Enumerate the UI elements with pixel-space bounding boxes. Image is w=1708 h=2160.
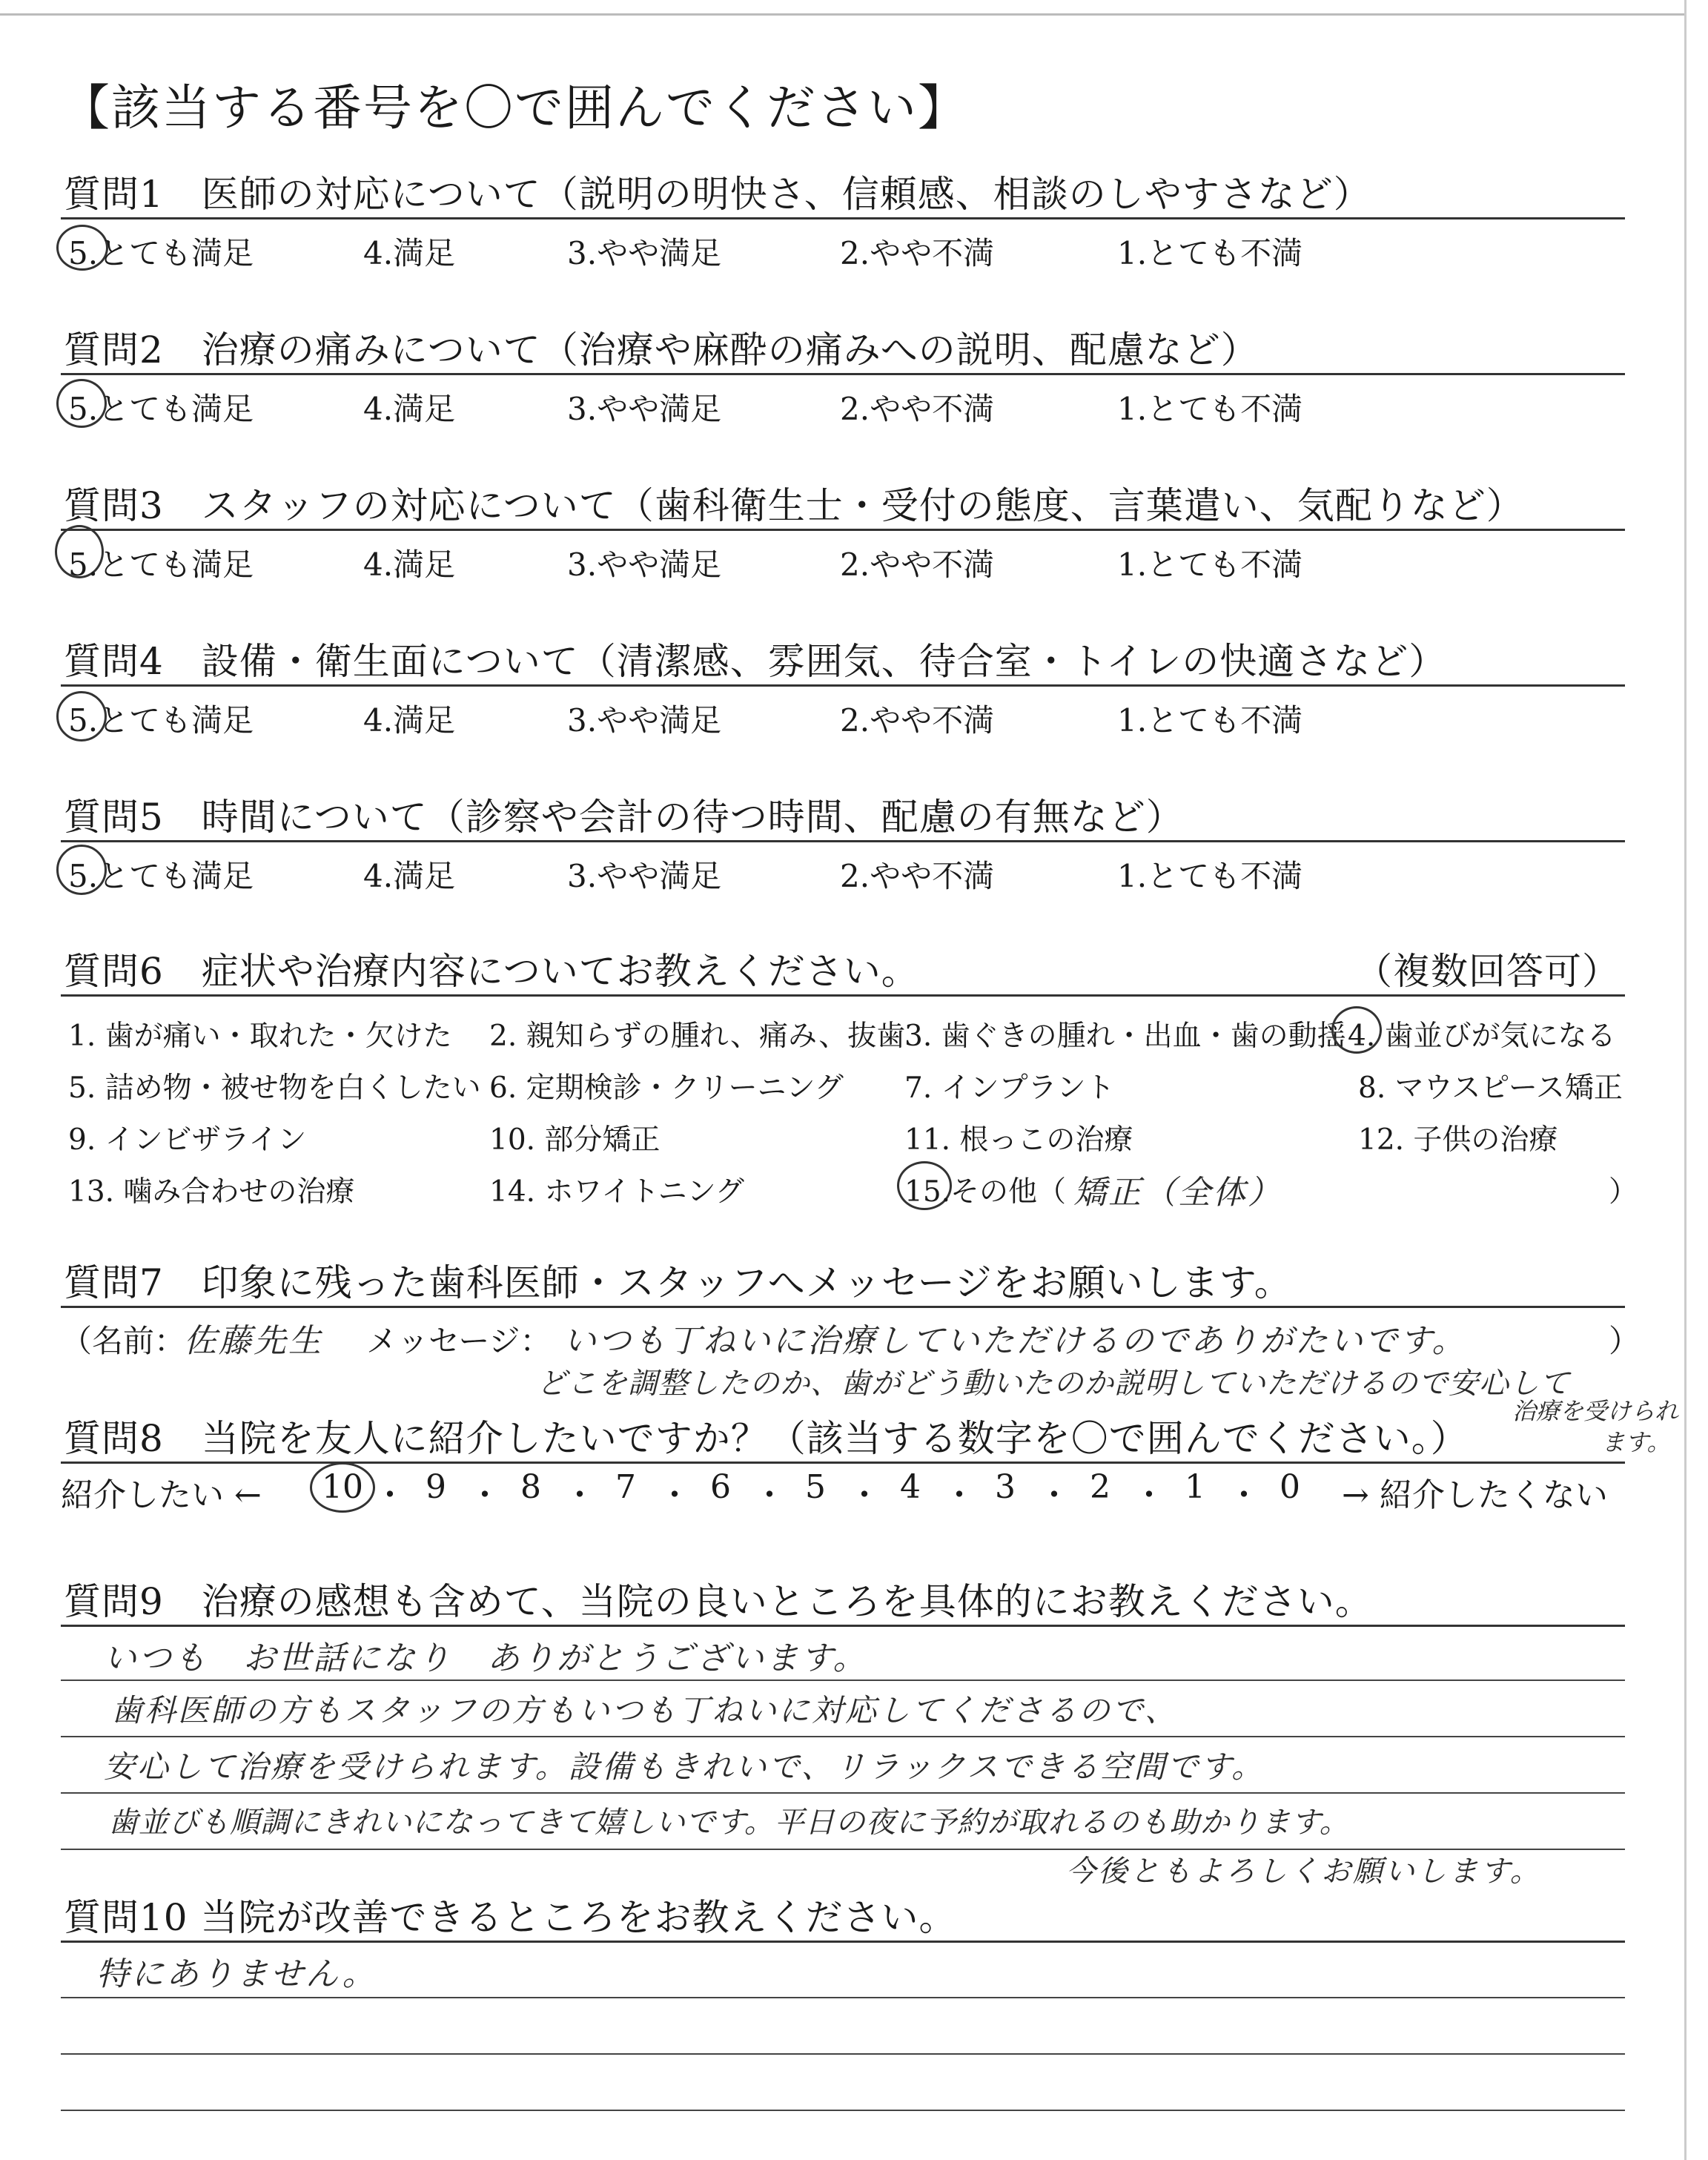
q3-option-4[interactable]: 4.満足 bbox=[363, 546, 456, 583]
q8-scale-separator: ・ bbox=[374, 1476, 406, 1514]
q5-option-4[interactable]: 4.満足 bbox=[363, 858, 456, 894]
q10-line-rule-2 bbox=[61, 2053, 1625, 2055]
q2-title: 質問2 治療の痛みについて（治療や麻酔の痛みへの説明、配慮など） bbox=[64, 328, 1259, 371]
q5-option-3[interactable]: 3.やや満足 bbox=[567, 858, 722, 894]
q5-option-2[interactable]: 2.やや不満 bbox=[840, 858, 995, 894]
q8-right-label: → 紹介したくない bbox=[1342, 1476, 1608, 1514]
q8-scale-separator: ・ bbox=[469, 1476, 501, 1514]
q6-title: 質問6 症状や治療内容についてお教えください。 bbox=[64, 950, 919, 993]
q1-option-4[interactable]: 4.満足 bbox=[363, 235, 456, 271]
q4-option-3[interactable]: 3.やや満足 bbox=[567, 702, 722, 739]
q8-rule bbox=[61, 1462, 1625, 1464]
q9-line-rule-3 bbox=[61, 1792, 1625, 1794]
q1-rule bbox=[61, 217, 1625, 219]
q6-option-10[interactable]: 10. 部分矯正 bbox=[489, 1123, 661, 1157]
q8-scale-value-7[interactable]: 7 bbox=[615, 1468, 636, 1506]
q6-option-2[interactable]: 2. 親知らずの腫れ、痛み、抜歯 bbox=[489, 1020, 906, 1053]
q7-name-value[interactable]: 佐藤先生 bbox=[184, 1322, 323, 1360]
q3-option-5[interactable]: 5.とても満足 bbox=[68, 546, 254, 583]
q9-line-4[interactable]: 歯並びも順調にきれいになってきて嬉しいです。平日の夜に予約が取れるのも助かります。 bbox=[108, 1806, 1350, 1840]
q6-option-12[interactable]: 12. 子供の治療 bbox=[1358, 1123, 1558, 1157]
q6-option-8[interactable]: 8. マウスピース矯正 bbox=[1358, 1071, 1623, 1105]
q7-message-line3b[interactable]: ます。 bbox=[1601, 1428, 1671, 1456]
q6-option-6[interactable]: 6. 定期検診・クリーニング bbox=[489, 1071, 844, 1105]
q1-option-5[interactable]: 5.とても満足 bbox=[68, 235, 254, 271]
q8-scale-value-4[interactable]: 4 bbox=[900, 1468, 921, 1506]
q7-message-line2[interactable]: どこを調整したのか、歯がどう動いたのか説明していただけるので安心して bbox=[537, 1367, 1570, 1401]
q4-option-1[interactable]: 1.とても不満 bbox=[1117, 702, 1303, 739]
q5-title: 質問5 時間について（診察や会計の待つ時間、配慮の有無など） bbox=[64, 796, 1184, 839]
q8-scale-value-1[interactable]: 1 bbox=[1185, 1468, 1205, 1506]
q8-scale-separator: ・ bbox=[1228, 1476, 1260, 1514]
q4-option-5[interactable]: 5.とても満足 bbox=[68, 702, 254, 739]
q1-option-3[interactable]: 3.やや満足 bbox=[567, 235, 722, 271]
q4-title: 質問4 設備・衛生面について（清潔感、雰囲気、待合室・トイレの快適さなど） bbox=[64, 640, 1447, 683]
q9-line-5[interactable]: 今後ともよろしくお願いします。 bbox=[1066, 1855, 1542, 1889]
q6-option-3[interactable]: 3. 歯ぐきの腫れ・出血・歯の動揺 bbox=[904, 1020, 1346, 1053]
q6-option-13[interactable]: 13. 噛み合わせの治療 bbox=[68, 1175, 355, 1209]
q9-line-1[interactable]: いつも お世話になり ありがとうございます。 bbox=[104, 1639, 868, 1677]
q8-scale-value-2[interactable]: 2 bbox=[1090, 1468, 1110, 1506]
q6-rule bbox=[61, 994, 1625, 997]
q9-rule bbox=[61, 1625, 1625, 1627]
q8-scale-separator: ・ bbox=[563, 1476, 596, 1514]
q9-line-rule-1 bbox=[61, 1680, 1625, 1681]
q2-option-3[interactable]: 3.やや満足 bbox=[567, 391, 722, 427]
q3-rule bbox=[61, 529, 1625, 531]
q6-option-9[interactable]: 9. インビザライン bbox=[68, 1123, 307, 1157]
q10-rule bbox=[61, 1941, 1625, 1943]
q8-scale-separator: ・ bbox=[753, 1476, 786, 1514]
q7-title: 質問7 印象に残った歯科医師・スタッフへメッセージをお願いします。 bbox=[64, 1261, 1292, 1304]
q8-scale-value-8[interactable]: 8 bbox=[520, 1468, 541, 1506]
q2-rule bbox=[61, 373, 1625, 375]
scan-edge-right bbox=[1684, 0, 1687, 2160]
q7-message-line3a[interactable]: 治療を受けられ bbox=[1512, 1397, 1679, 1425]
q4-rule bbox=[61, 684, 1625, 687]
q8-scale-value-5[interactable]: 5 bbox=[805, 1468, 826, 1506]
q9-line-3[interactable]: 安心して治療を受けられます。設備もきれいで、リラックスできる空間です。 bbox=[104, 1748, 1265, 1785]
q2-option-1[interactable]: 1.とても不満 bbox=[1117, 391, 1303, 427]
q6-option-4[interactable]: 4. 歯並びが気になる bbox=[1348, 1020, 1616, 1053]
q1-option-2[interactable]: 2.やや不満 bbox=[840, 235, 995, 271]
q8-selected-circle[interactable] bbox=[310, 1462, 375, 1513]
q3-option-3[interactable]: 3.やや満足 bbox=[567, 546, 722, 583]
q7-close-paren: ） bbox=[1609, 1323, 1641, 1359]
q1-option-1[interactable]: 1.とても不満 bbox=[1117, 235, 1303, 271]
q8-scale-separator: ・ bbox=[943, 1476, 976, 1514]
q9-line-2[interactable]: 歯科医師の方もスタッフの方もいつも丁ねいに対応してくださるので、 bbox=[111, 1692, 1179, 1728]
q6-option-15[interactable]: 15.その他（ bbox=[904, 1175, 1067, 1209]
q6-note: （複数回答可） bbox=[1355, 950, 1620, 993]
q6-option-11[interactable]: 11. 根っこの治療 bbox=[904, 1123, 1133, 1157]
q3-option-2[interactable]: 2.やや不満 bbox=[840, 546, 995, 583]
q6-option-7[interactable]: 7. インプラント bbox=[904, 1071, 1115, 1105]
q6-other-close: ） bbox=[1609, 1175, 1638, 1209]
q8-left-label: 紹介したい ← bbox=[61, 1476, 262, 1514]
scan-edge-top bbox=[0, 13, 1687, 16]
q2-option-5[interactable]: 5.とても満足 bbox=[68, 391, 254, 427]
q6-option-5[interactable]: 5. 詰め物・被せ物を白くしたい bbox=[68, 1071, 481, 1105]
q6-option-1[interactable]: 1. 歯が痛い・取れた・欠けた bbox=[68, 1020, 452, 1053]
q2-option-4[interactable]: 4.満足 bbox=[363, 391, 456, 427]
q8-scale-value-6[interactable]: 6 bbox=[710, 1468, 731, 1506]
q3-title: 質問3 スタッフの対応について（歯科衛生士・受付の態度、言葉遣い、気配りなど） bbox=[64, 484, 1524, 527]
q4-option-4[interactable]: 4.満足 bbox=[363, 702, 456, 739]
q9-title: 質問9 治療の感想も含めて、当院の良いところを具体的にお教えください。 bbox=[64, 1580, 1373, 1623]
q8-scale-separator: ・ bbox=[848, 1476, 881, 1514]
q10-title: 質問10 当院が改善できるところをお教えください。 bbox=[64, 1896, 957, 1939]
q6-other-text[interactable]: 矯正（全体） bbox=[1073, 1174, 1282, 1212]
q8-scale-separator: ・ bbox=[1133, 1476, 1165, 1514]
q8-scale-value-10[interactable]: 10 bbox=[322, 1468, 363, 1506]
q1-title: 質問1 医師の対応について（説明の明快さ、信頼感、相談のしやすさなど） bbox=[64, 173, 1371, 216]
q6-option-14[interactable]: 14. ホワイトニング bbox=[489, 1175, 744, 1209]
q10-line-rule-3 bbox=[61, 2110, 1625, 2111]
q2-option-2[interactable]: 2.やや不満 bbox=[840, 391, 995, 427]
q5-option-5[interactable]: 5.とても満足 bbox=[68, 858, 254, 894]
q8-title: 質問8 当院を友人に紹介したいですか？（該当する数字を〇で囲んでください。） bbox=[64, 1417, 1469, 1460]
q10-line-rule-1 bbox=[61, 1997, 1625, 1998]
q8-scale-separator: ・ bbox=[658, 1476, 691, 1514]
q7-rule bbox=[61, 1306, 1625, 1308]
q5-rule bbox=[61, 840, 1625, 842]
q7-message-line1[interactable]: いつも丁ねいに治療していただけるのでありがたいです。 bbox=[563, 1322, 1467, 1360]
q8-scale-value-0[interactable]: 0 bbox=[1280, 1468, 1300, 1506]
form-heading: 【該当する番号を〇で囲んでください】 bbox=[61, 79, 968, 136]
q8-scale-value-3[interactable]: 3 bbox=[995, 1468, 1016, 1506]
q7-message-label: メッセージ： bbox=[366, 1323, 552, 1359]
q10-line-1[interactable]: 特にありません。 bbox=[96, 1955, 377, 1993]
q4-option-2[interactable]: 2.やや不満 bbox=[840, 702, 995, 739]
q9-line-rule-2 bbox=[61, 1736, 1625, 1737]
q5-option-1[interactable]: 1.とても不満 bbox=[1117, 858, 1303, 894]
q8-scale-value-9[interactable]: 9 bbox=[426, 1468, 446, 1506]
q7-name-label: （名前： bbox=[61, 1323, 186, 1359]
q3-option-1[interactable]: 1.とても不満 bbox=[1117, 546, 1303, 583]
q8-scale-separator: ・ bbox=[1038, 1476, 1070, 1514]
